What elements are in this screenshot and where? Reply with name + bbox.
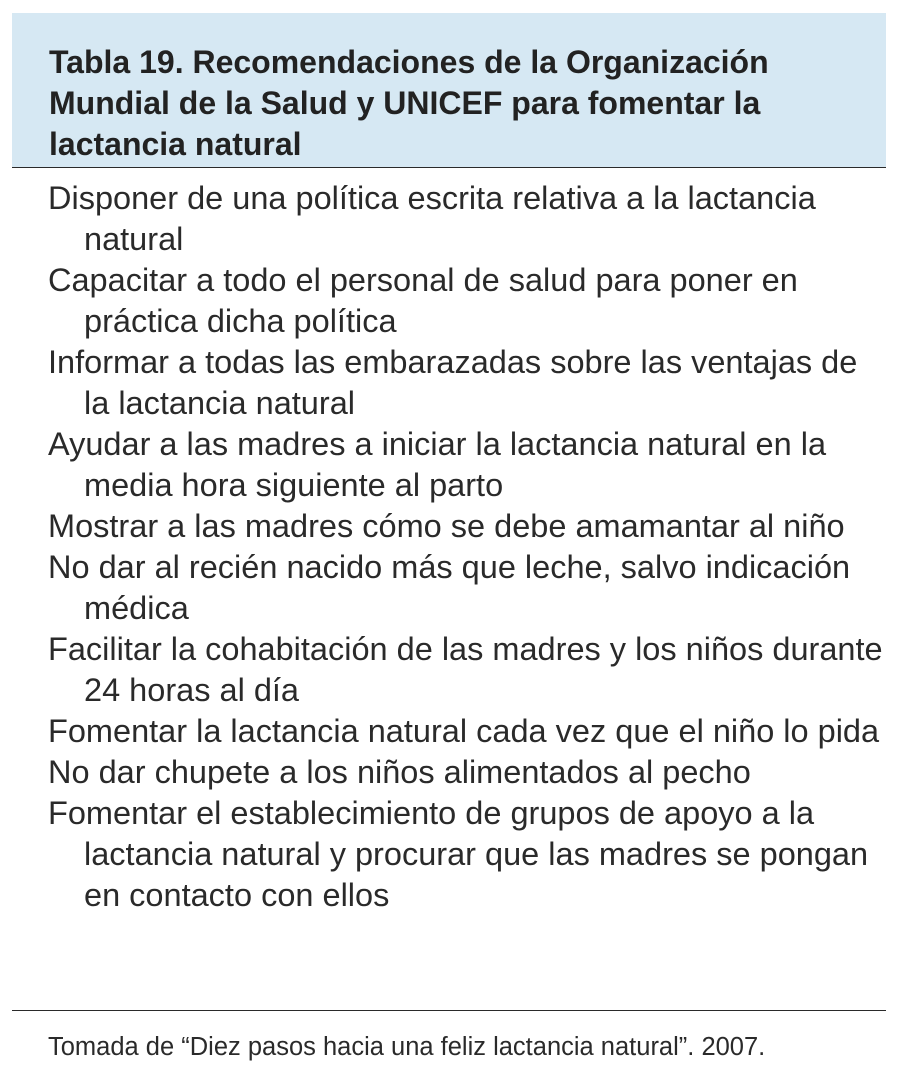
list-item: No dar al recién nacido más que leche, salvo indicación médica [48, 549, 851, 626]
list-item: Mostrar a las madres cómo se debe amamantar al niño [48, 508, 845, 544]
list-item: Facilitar la cohabitación de las madres y los niños durante 24 horas al día [48, 631, 883, 708]
recommendations-list [48, 178, 888, 916]
list-item: Disponer de una política escrita relativa a la lactancia natural [48, 180, 816, 257]
bottom-rule [12, 1010, 886, 1011]
list-item: No dar chupete a los niños alimentados al pecho [48, 754, 751, 790]
list-item: Fomentar el establecimiento de grupos de apoyo a la lactancia natural y procurar que las madres se pongan en contacto con ellos [48, 795, 869, 913]
table-title: Tabla 19. Recomendaciones de la Organización Mundial de la Salud y UNICEF para fomentar la lactancia natural [49, 44, 769, 162]
list-item: Ayudar a las madres a iniciar la lactancia natural en la media hora siguiente al parto [48, 426, 827, 503]
list-item: Fomentar la lactancia natural cada vez que el niño lo pida [48, 713, 880, 749]
table-header [12, 13, 886, 168]
list-item: Capacitar a todo el personal de salud para poner en práctica dicha política [48, 262, 798, 339]
list-item: Informar a todas las embarazadas sobre las ventajas de la lactancia natural [48, 344, 858, 421]
source-note: Tomada de “Diez pasos hacia una feliz lactancia natural”. 2007. [48, 1033, 766, 1061]
